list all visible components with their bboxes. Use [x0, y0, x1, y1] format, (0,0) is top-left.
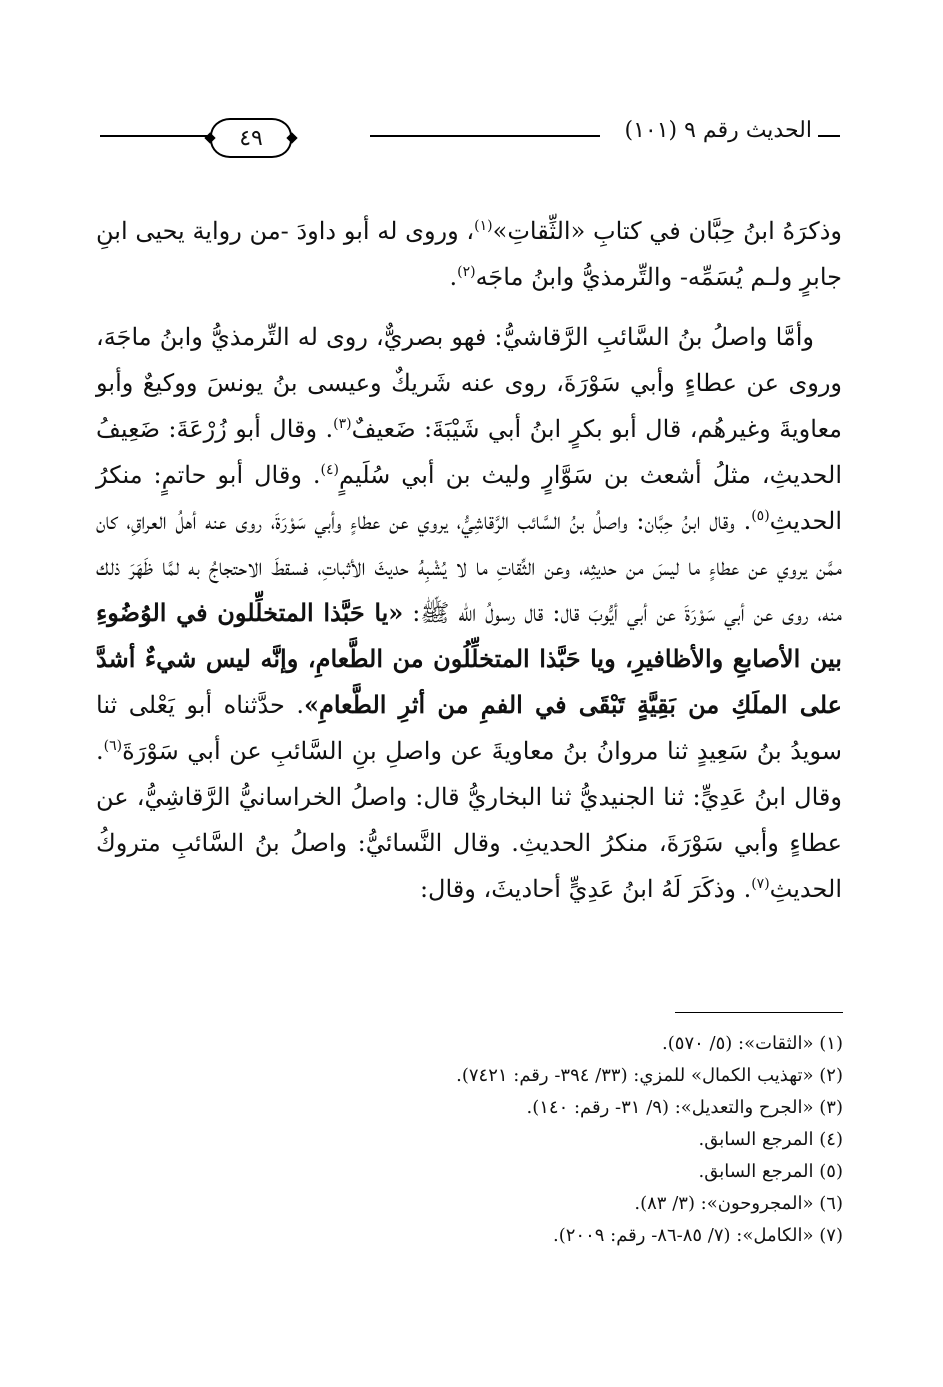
- header-rule-right: [818, 135, 840, 137]
- footnote-1: (١) «الثقات»: (٥/ ٥٧٠).: [662, 1033, 843, 1054]
- footnotes-list: [103, 1028, 843, 1252]
- running-title: الحديث رقم ٩ (١٠١): [624, 118, 812, 143]
- text-run: وأمَّا واصلُ بنُ السَّائبِ الرَّقاشيُّ: فهو بصريٌّ، روى له التِّرمذيُّ وابنُ ماجَهَ، وروى عن عطاءٍ وأبي سَوْرَةَ، روى عنه شَريكٌ وعيسى بنُ يونسَ ووكيعٌ وأبو معاويةَ وغيرهُم، قال أبو بكرٍ ابنُ أبي شَيْبَةَ: ضَعيفٌ: [96, 323, 842, 443]
- header-rule-left: [100, 135, 210, 137]
- page-header: [100, 110, 840, 160]
- page-number-ornament: [210, 118, 292, 158]
- main-text: [96, 208, 842, 912]
- footnote-ref-7: (٧): [751, 876, 770, 892]
- text-run: . وقال أبو حاتمٍ: منكرُ الحديثِ: [96, 461, 842, 535]
- text-run: . حدَّثناه أبو يَعْلى ثنا سويدُ بنُ سَعِيدٍ ثنا مروانُ بنُ معاويةَ عن واصلِ بنِ السَّائبِ عن أبي سَوْرَةَ: [96, 691, 842, 765]
- footnote-separator: [675, 1012, 843, 1013]
- header-rule-middle: [370, 135, 600, 137]
- text-run: وذكرَهُ ابنُ حِبَّان في كتابِ «الثِّقاتِ»: [492, 217, 843, 245]
- paragraph-1: [96, 208, 842, 300]
- footnote-ref-1: (١): [474, 218, 493, 234]
- text-run: . وقال ابنُ عَدِيٍّ: ثنا الجنيديُّ ثنا البخاريُّ قال: واصلُ الخراسانيُّ الرَّقاشِيُّ، عن عطاءٍ وأبي سَوْرَةَ، منكرُ الحديثِ. وقال النَّسائيُّ: واصلُ بنُ السَّائبِ متروكُ الحديثِ: [96, 737, 842, 903]
- page-number: ٤٩: [239, 125, 263, 151]
- footnote-ref-4: (٤): [320, 462, 340, 478]
- footnote-ref-3: (٣): [333, 416, 352, 432]
- footnote-6: (٦) «المجروحون»: (٣/ ٨٣).: [634, 1193, 843, 1214]
- footnote-4: (٤) المرجع السابق.: [698, 1129, 843, 1150]
- footnote-ref-2: (٢): [457, 264, 476, 280]
- footnote-ref-5: (٥): [751, 508, 770, 524]
- text-run: .: [449, 263, 458, 291]
- text-run: . وقال ابنُ حِبَّان: واصلُ بنُ السَّائب الرَّقاشِيُّ، يروي عن عطاءٍ وأبي سَوْرَةَ، روى عنه أهلُ العراقِ، كان ممَّن يروي عن عطاءٍ ما ليسَ من حديثِه، وعن الثِّقاتِ ما لا يُشْبِهُ حديثَ الأثباتِ، فسقطَ الاحتجاجُ به لمَّا ظَهَرَ ذلك منه، روى عن أبي سَوْرَةَ عن أبي أيُّوبَ قال: قال رسولُ الله ﷺ:: [96, 507, 843, 627]
- hadith-text: «يا حَبَّذا المتخلِّلون في الوُضُوءِ بين الأصابعِ والأظافيرِ، ويا حَبَّذا المتخلِّلُون من الطَّعامِ، وإنَّه ليس شيءٌ أشدَّ على الملَكِ من بَقِيَّةٍ تَبْقَى في الفمِ من أثرِ الطَّعامِ»: [96, 598, 843, 719]
- footnote-5: (٥) المرجع السابق.: [698, 1161, 843, 1182]
- paragraph-2: [96, 314, 842, 912]
- text-run: . وذكَرَ لَهُ ابنُ عَدِيٍّ أحاديثَ، وقال:: [419, 875, 752, 903]
- footnote-ref-6: (٦): [103, 738, 123, 754]
- footnote-3: (٣) «الجرح والتعديل»: (٩/ ٣١- رقم: ١٤٠).: [526, 1097, 843, 1118]
- footnote-7: (٧) «الكامل»: (٧/ ٨٥-٨٦- رقم: ٢٠٠٩).: [552, 1225, 843, 1246]
- footnote-2: (٢) «تهذيب الكمال» للمزي: (٣٣/ ٣٩٤- رقم: ٧٤٢١).: [456, 1065, 843, 1086]
- text-run: ، وروى له أبو داودَ -من رواية يحيى ابنِ جابرٍ ولـم يُسَمِّه- والتِّرمذيُّ وابنُ ماجَه: [96, 217, 842, 291]
- text-run: . وقال أبو زُرْعَةَ: ضَعِيفُ الحديثِ، مثلُ أشعث بن سَوَّارٍ وليث بن أبي سُلَيمٍ: [96, 415, 842, 489]
